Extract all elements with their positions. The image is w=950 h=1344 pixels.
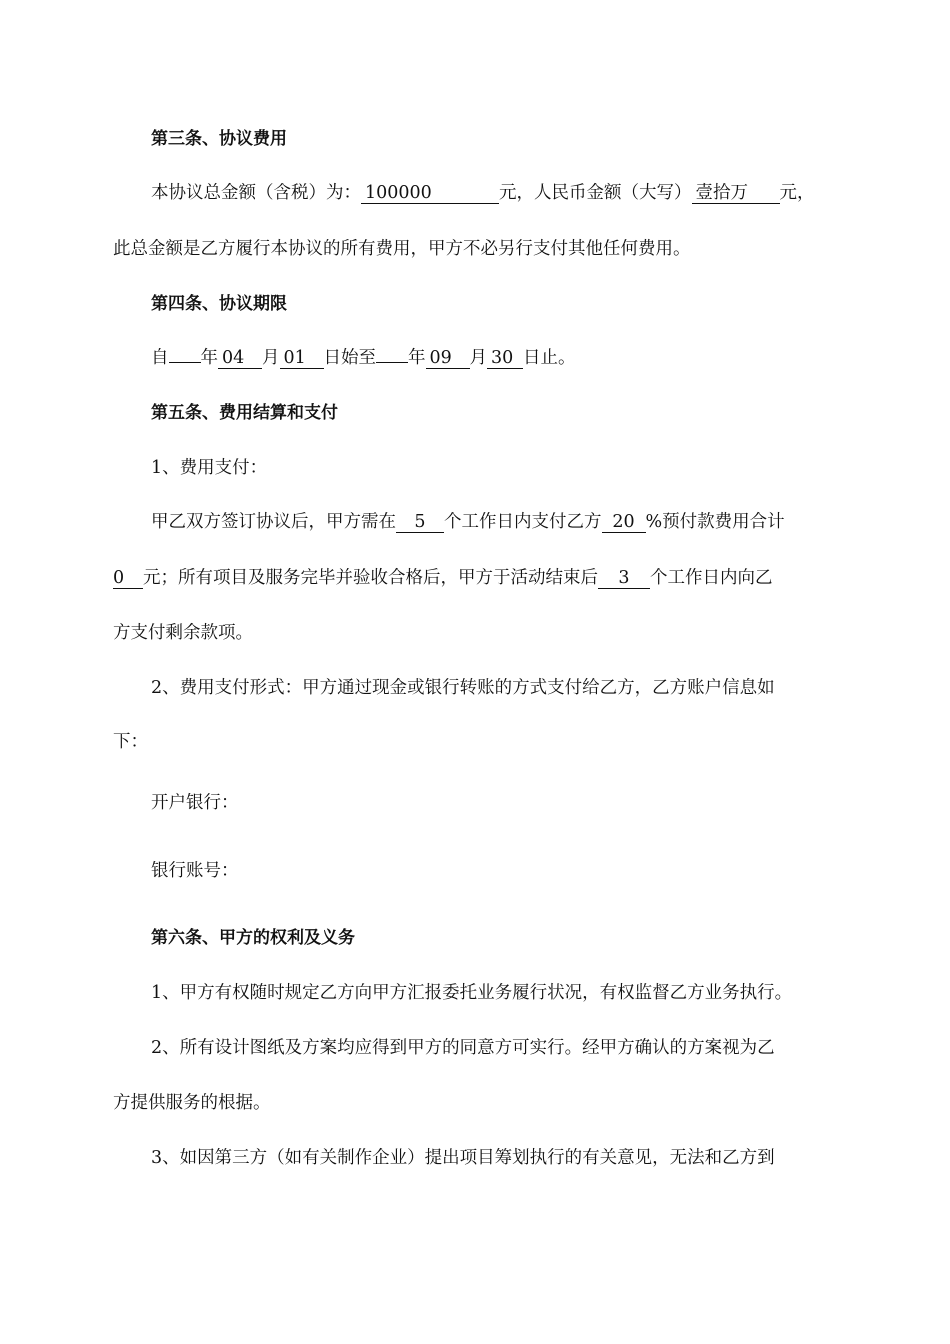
party-a-right-3-line-1: 3、如因第三方（如有关制作企业）提出项目筹划执行的有关意见，无法和乙方到: [151, 1148, 775, 1168]
term-start-month: 04: [218, 348, 262, 369]
payment-terms-line-2: [113, 566, 843, 590]
party-a-right-2-line-1: 2、所有设计图纸及方案均应得到甲方的同意方可实行。经甲方确认的方案视为乙: [151, 1038, 775, 1058]
article-3-heading: 第三条、协议费用: [151, 129, 287, 149]
term-end-day: 30: [487, 348, 523, 369]
agreement-term-line: [151, 346, 881, 370]
term-start-year-label: 年: [200, 348, 218, 368]
term-end-month-label: 月: [469, 348, 487, 368]
payment-method-line-2: 下：: [113, 732, 148, 752]
party-a-right-1: 1、甲方有权随时规定乙方向甲方汇报委托业务履行状况，有权监督乙方业务执行。: [151, 983, 793, 1003]
prepay-percent-suffix: %预付款费用合计: [645, 512, 785, 532]
party-a-right-2-line-2: 方提供服务的根据。: [113, 1093, 271, 1113]
prepay-amount-suffix: 元；所有项目及服务完毕并验收合格后，甲方于活动结束后: [143, 568, 598, 588]
total-amount-words-suffix: 元，: [779, 183, 815, 203]
term-start-day-label: 日始至: [323, 348, 376, 368]
bank-account-label: 银行账号：: [151, 861, 239, 881]
prepay-days-value: 5: [396, 512, 444, 533]
payment-terms-line-3: 方支付剩余款项。: [113, 623, 253, 643]
prepay-days-prefix: 甲乙双方签订协议后，甲方需在: [151, 512, 396, 532]
term-start-day: 01: [280, 348, 324, 369]
term-end-year: [376, 362, 408, 363]
bank-name-label: 开户银行：: [151, 793, 239, 813]
article-4-heading: 第四条、协议期限: [151, 294, 287, 314]
total-amount-prefix: 本协议总金额（含税）为：: [151, 183, 361, 203]
term-from-label: 自: [151, 348, 169, 368]
final-payment-days-value: 3: [598, 568, 650, 589]
term-end-day-label: 日止。: [523, 348, 576, 368]
prepay-days-suffix: 个工作日内支付乙方: [444, 512, 602, 532]
article-6-heading: 第六条、甲方的权利及义务: [151, 928, 355, 948]
total-amount-words: 壹拾万: [692, 183, 780, 204]
term-start-month-label: 月: [262, 348, 280, 368]
payment-terms-line-1: [151, 510, 881, 534]
prepay-amount-value: 0: [113, 568, 143, 589]
term-end-year-label: 年: [408, 348, 426, 368]
final-payment-days-suffix: 个工作日内向乙: [650, 568, 773, 588]
total-amount-value: 100000: [361, 183, 499, 204]
article-5-heading: 第五条、费用结算和支付: [151, 403, 338, 423]
term-start-year: [169, 362, 201, 363]
payment-item-1-title: 1、费用支付：: [151, 458, 268, 478]
term-end-month: 09: [426, 348, 470, 369]
payment-method-line-1: 2、费用支付形式：甲方通过现金或银行转账的方式支付给乙方，乙方账户信息如: [151, 678, 775, 698]
total-amount-suffix: 元，人民币金额（大写）: [499, 183, 692, 203]
prepay-percent-value: 20: [602, 512, 646, 533]
total-amount-line: [151, 181, 881, 205]
total-amount-note: 此总金额是乙方履行本协议的所有费用，甲方不必另行支付其他任何费用。: [113, 239, 691, 259]
